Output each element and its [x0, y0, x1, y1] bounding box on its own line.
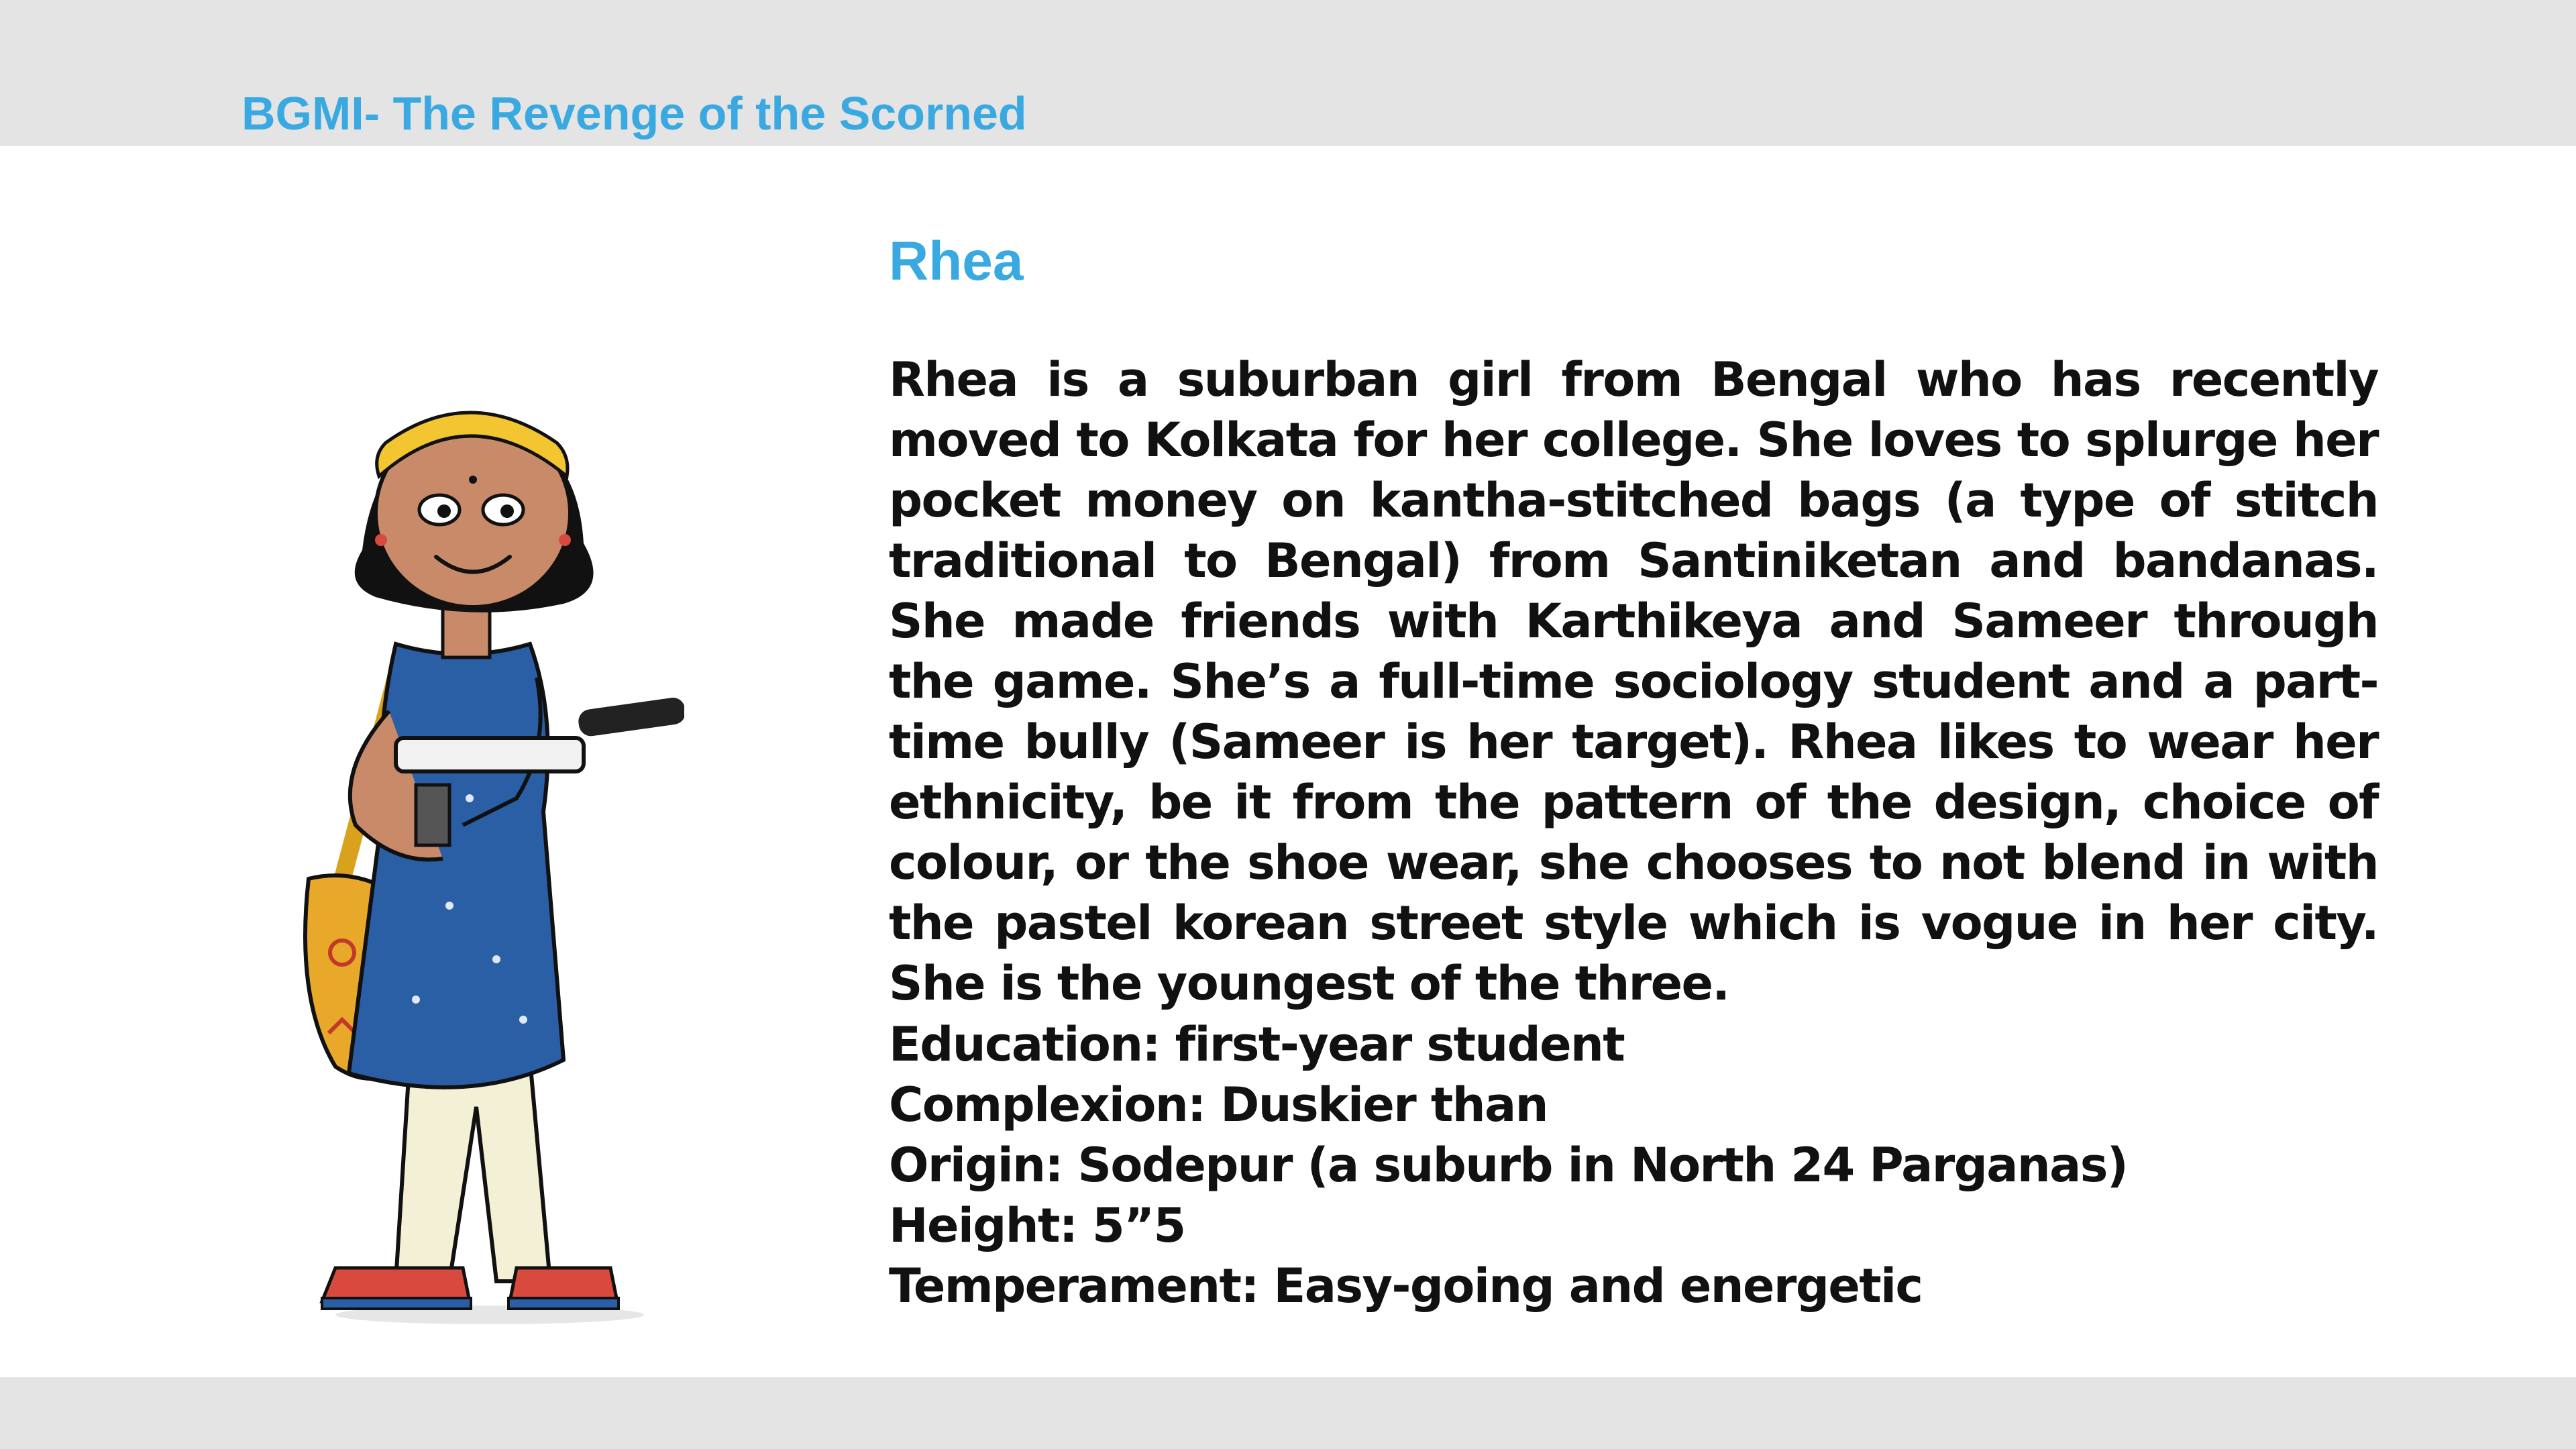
- presentation-title: BGMI- The Revenge of the Scorned: [241, 87, 1027, 140]
- fact-education: Education: first-year student: [889, 1017, 1625, 1072]
- fact-height: Height: 5”5: [889, 1198, 1185, 1253]
- fact-temperament: Temperament: Easy-going and energetic: [889, 1258, 1923, 1313]
- character-facts: [889, 1014, 2127, 1316]
- character-bio: Rhea is a suburban girl from Bengal who has recently moved to Kolkata for her college. She loves to splurge her pocket money on kantha-stitched bags (a type of stitch traditional to Bengal) from Santiniketan and bandanas. She made friends with Karthikeya and Sameer through the game. She’s a full-time sociology student and a part-time bully (Sameer is her target). Rhea likes to wear her ethnicity, be it from the pattern of the design, choice of colour, or the shoe wear, she chooses to not blend in with the pastel korean street style which is vogue in her city. She is the youngest of the three.: [889, 352, 2378, 1011]
- fact-complexion: Complexion: Duskier than: [889, 1077, 1548, 1132]
- footer-band: [0, 1377, 2576, 1449]
- character-illustration: [295, 396, 684, 1335]
- character-name: Rhea: [889, 231, 1024, 292]
- fact-origin: Origin: Sodepur (a suburb in North 24 Parganas): [889, 1138, 2128, 1193]
